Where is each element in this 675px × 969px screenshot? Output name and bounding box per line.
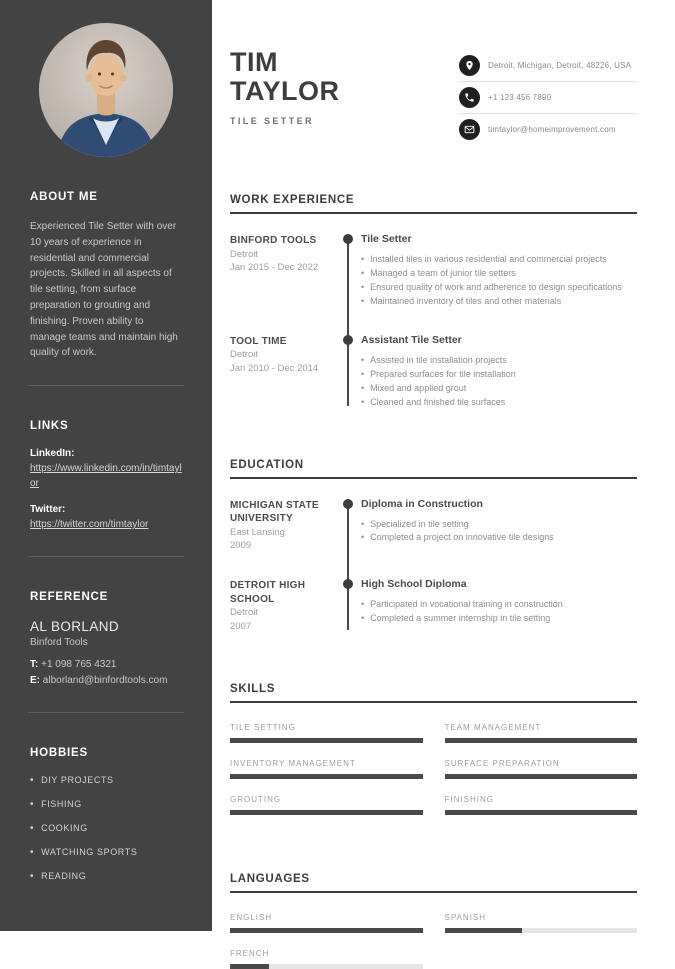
skill-bar (230, 738, 423, 743)
skills-section (230, 683, 637, 815)
twitter-link[interactable]: https://twitter.com/timtaylor (30, 519, 149, 531)
work-bullet-list (361, 354, 637, 410)
language-item (230, 913, 423, 933)
link-label: LinkedIn: (30, 448, 75, 460)
timeline (335, 335, 361, 410)
language-bar (445, 928, 638, 933)
work-details (361, 335, 637, 410)
language-bar-fill (230, 928, 423, 933)
education-title: EDUCATION (230, 459, 637, 479)
work-dates: Jan 2015 - Dec 2022 (230, 262, 319, 274)
education-dates: 2007 (230, 620, 252, 632)
about-text: Experienced Tile Setter with over 10 years of experience in residential and commercial projects. Skilled in all aspects of tile setting, from surface preparation to grouting and finishing. Proven ability to manage teams and maintain high quality of work. (30, 221, 178, 359)
skill-label: TEAM MANAGEMENT (444, 722, 542, 732)
timeline-dot-icon (343, 234, 353, 244)
bullet-item: • Completed a project on innovative tile designs (361, 531, 637, 545)
email-text: timtaylor@homeimprovement.com (488, 125, 616, 134)
hobby-label: COOKING (41, 823, 88, 834)
skill-bar-fill (230, 810, 423, 815)
hobby-list (30, 775, 182, 882)
main-content (212, 0, 675, 958)
hobby-item (30, 871, 182, 882)
skill-bar-fill (445, 738, 638, 743)
education-meta (230, 499, 335, 554)
hobby-label: DIY PROJECTS (41, 775, 114, 786)
work-bullet-list (361, 253, 637, 309)
bullet-item: • Ensured quality of work and adherence to design specifications (361, 281, 637, 295)
hobby-item (30, 799, 182, 810)
timeline (335, 499, 361, 554)
job-role: Tile Setter (361, 233, 412, 245)
work-meta (230, 234, 335, 309)
about-section (30, 191, 182, 361)
bullet-icon: • (30, 775, 35, 787)
language-bar-fill (445, 928, 522, 933)
language-label: SPANISH (444, 912, 487, 922)
resume-header (230, 48, 637, 145)
languages-title: LANGUAGES (230, 873, 637, 893)
skills-title: SKILLS (230, 683, 637, 703)
bullet-icon: • (30, 871, 35, 883)
skill-bar (230, 774, 423, 779)
links-section (30, 420, 182, 532)
school-name: DETROIT HIGH SCHOOL (230, 580, 306, 605)
bullet-item: • Installed tiles in various residential and commercial projects (361, 253, 637, 267)
education-bullet-list (361, 598, 637, 626)
skill-label: FINISHING (444, 794, 494, 804)
bullet-item: • Participated in vocational training in construction (361, 598, 637, 612)
education-details (361, 579, 637, 634)
contact-email-row (459, 114, 637, 145)
name-block (230, 48, 340, 126)
skill-item (230, 795, 423, 815)
portrait-illustration (39, 23, 173, 157)
hobbies-section (30, 747, 182, 882)
hobby-label: WATCHING SPORTS (41, 847, 138, 858)
hobbies-title: HOBBIES (30, 747, 88, 760)
work-entry (230, 234, 637, 309)
bullet-item: • Managed a team of junior tile setters (361, 267, 637, 281)
bullet-item: • Prepared surfaces for tile installation (361, 368, 637, 382)
person-job-title: TILE SETTER (230, 115, 314, 126)
work-dates: Jan 2010 - Dec 2014 (230, 363, 319, 375)
linkedin-link[interactable]: https://www.linkedin.com/in/timtaylor (30, 463, 182, 490)
location-text: Detroit, Michigan, Detroit, 48226, USA (488, 61, 632, 70)
job-role: Assistant Tile Setter (361, 333, 462, 346)
company-location: Detroit (230, 248, 258, 260)
bullet-item: • Maintained inventory of tiles and other materials (361, 295, 637, 309)
link-item-twitter (30, 504, 182, 532)
phone-value: +1 098 765 4321 (41, 659, 117, 671)
link-label: Twitter: (30, 504, 66, 516)
email-value: alborland@binfordtools.com (42, 674, 168, 686)
bullet-item: • Specialized in tile setting (361, 518, 637, 532)
school-location: East Lansing (230, 526, 285, 538)
person-name (230, 48, 340, 106)
skill-bar-fill (230, 774, 423, 779)
company-name: BINFORD TOOLS (230, 235, 317, 246)
degree-name: High School Diploma (361, 578, 467, 591)
skill-item (230, 723, 423, 743)
skill-item (445, 759, 638, 779)
bullet-item: • Cleaned and finished tile surfaces (361, 396, 637, 410)
work-meta (230, 335, 335, 410)
language-bar (230, 928, 423, 933)
education-section (230, 459, 637, 634)
work-entry (230, 335, 637, 410)
skill-bar-fill (445, 774, 638, 779)
about-title: ABOUT ME (30, 191, 98, 203)
bullet-item: • Completed a summer internship in tile setting (361, 612, 637, 626)
skill-bar (445, 738, 638, 743)
bullet-icon: • (30, 799, 35, 811)
hobby-label: FISHING (41, 799, 82, 810)
work-details (361, 234, 637, 309)
language-item (445, 913, 638, 933)
bullet-icon: • (30, 823, 35, 835)
phone-label: T: (30, 659, 39, 671)
first-name: TIM (230, 47, 278, 77)
location-icon (459, 55, 480, 76)
sidebar-divider (28, 556, 184, 557)
education-details (361, 499, 637, 554)
reference-section (30, 591, 182, 688)
sidebar-divider (28, 712, 184, 713)
links-title: LINKS (30, 420, 69, 433)
timeline-dot-icon (343, 335, 353, 345)
skill-bar-fill (230, 738, 423, 743)
timeline-dot-icon (343, 579, 353, 589)
school-name: MICHIGAN STATE UNIVERSITY (230, 499, 319, 524)
skill-bar-fill (445, 810, 638, 815)
bullet-icon: • (30, 847, 35, 859)
phone-icon (459, 87, 480, 108)
company-location: Detroit (230, 349, 258, 361)
reference-phone (30, 657, 182, 673)
contact-location-row (459, 50, 637, 82)
languages-section (230, 873, 637, 969)
hobby-item (30, 775, 182, 786)
language-bar (230, 964, 423, 969)
reference-name: AL BORLAND (30, 619, 120, 635)
work-experience-title: WORK EXPERIENCE (230, 194, 637, 214)
contact-block (459, 50, 637, 145)
skill-item (230, 759, 423, 779)
work-experience-section (230, 194, 637, 410)
phone-text: +1 123 456 7890 (488, 93, 552, 102)
skill-bar (230, 810, 423, 815)
language-bar-fill (230, 964, 269, 969)
skill-label: GROUTING (230, 794, 282, 804)
school-location: Detroit (230, 607, 258, 619)
hobby-label: READING (41, 871, 87, 882)
languages-grid (230, 913, 637, 969)
skill-label: TILE SETTING (230, 722, 296, 732)
hobby-item (30, 823, 182, 834)
skill-item (445, 723, 638, 743)
reference-title: REFERENCE (30, 591, 109, 604)
education-entry (230, 499, 637, 554)
education-entry (230, 579, 637, 634)
reference-email (30, 673, 182, 689)
skills-grid (230, 723, 637, 815)
sidebar-divider (28, 385, 184, 386)
education-bullet-list (361, 518, 637, 546)
degree-name: Diploma in Construction (361, 497, 483, 510)
timeline-dot-icon (343, 499, 353, 509)
skill-item (445, 795, 638, 815)
bullet-item: • Mixed and applied grout (361, 382, 637, 396)
skill-bar (445, 810, 638, 815)
skill-bar (445, 774, 638, 779)
reference-company: Binford Tools (30, 637, 88, 649)
language-label: FRENCH (230, 948, 270, 958)
skill-label: INVENTORY MANAGEMENT (230, 758, 356, 768)
link-item-linkedin (30, 448, 182, 491)
bullet-item: • Assisted in tile installation projects (361, 354, 637, 368)
email-label: E: (30, 674, 40, 686)
timeline (335, 579, 361, 634)
skill-label: SURFACE PREPARATION (444, 758, 560, 768)
hobby-item (30, 847, 182, 858)
education-meta (230, 579, 335, 634)
contact-phone-row (459, 82, 637, 114)
education-dates: 2009 (230, 540, 252, 552)
timeline (335, 234, 361, 309)
profile-photo (39, 23, 173, 157)
company-name: TOOL TIME (230, 335, 287, 347)
sidebar (0, 0, 212, 931)
language-label: ENGLISH (230, 912, 273, 922)
language-item (230, 949, 423, 969)
last-name: TAYLOR (230, 75, 340, 106)
email-icon (459, 119, 480, 140)
